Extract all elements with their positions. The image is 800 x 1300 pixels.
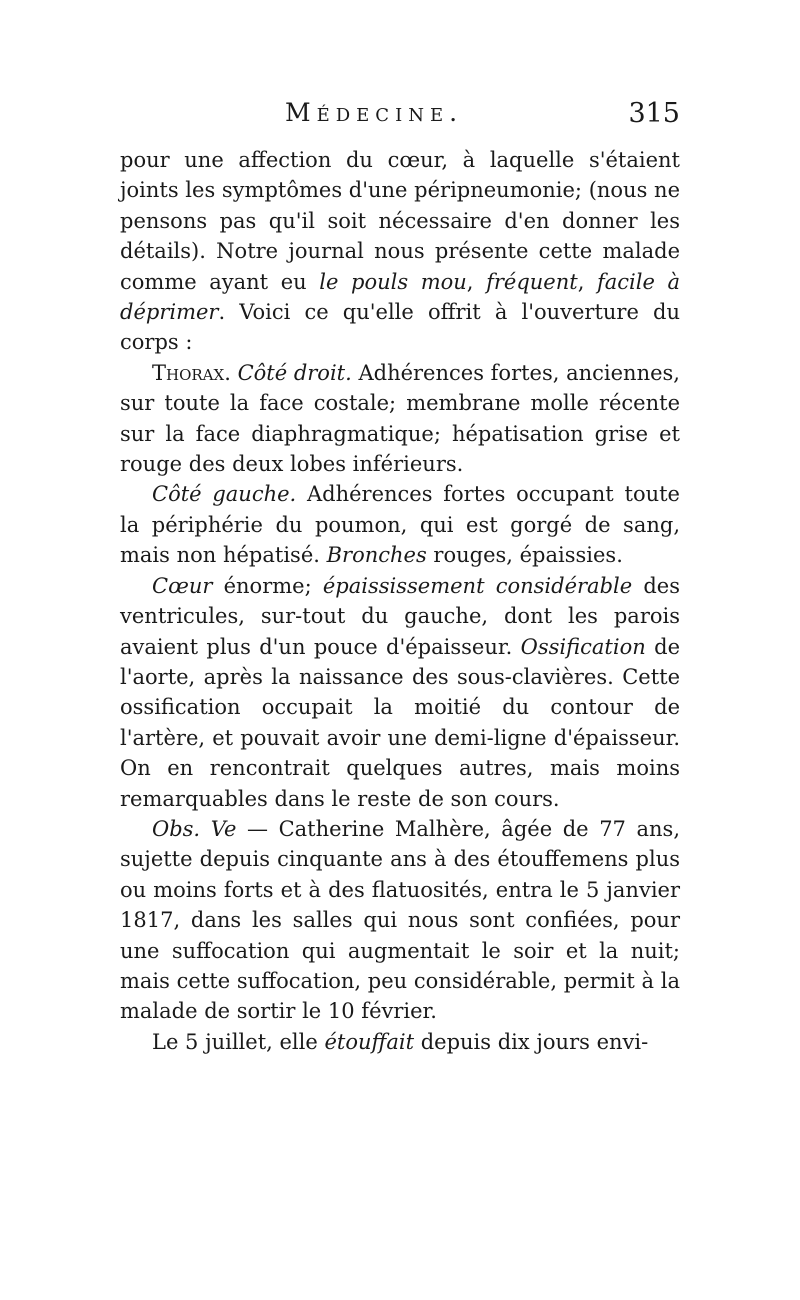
italic-run: Côté gauche. [152, 482, 297, 507]
italic-run: Ossification [520, 634, 646, 659]
paragraph-cote-gauche [120, 479, 680, 570]
text-run: depuis dix jours envi- [414, 1029, 649, 1054]
text-run: pour une affection du cœur, à laquelle s'étaient joints les symptômes d'une péripneumonie; (nous ne pensons pas qu'il soit nécessaire d'en donner les détails). Notre journal nous présente cette malade comme ayant eu [120, 148, 680, 294]
text-run: rouges, épaissies. [426, 543, 623, 568]
text-run: . Voici ce qu'elle offrit à l'ouverture du corps : [120, 300, 680, 355]
text-run: énorme; [212, 573, 323, 598]
text-run: Le 5 juillet, elle [152, 1029, 325, 1054]
italic-run: épaississement considérable [322, 573, 633, 598]
text-run: des ventricules, sur-tout du gauche, dont les parois avaient plus d'un pouce d'épaisseur. [120, 573, 680, 659]
italic-run: le pouls mou [319, 269, 467, 294]
text-run: — Catherine Malhère, âgée de 77 ans, sujette depuis cinquante ans à des étouffemens plus ou moins forts et à des flatuosités, entra le 5 janvier 1817, dans les salles qui nous sont confiées, pour une suffocation qui augmentait le soir et la nuit; mais cette suffocation, peu considérable, permit à la malade de sortir le 10 février. [120, 816, 681, 1024]
paragraph-juillet [120, 1027, 680, 1057]
text-run: Adhérences fortes, anciennes, sur toute la face costale; membrane molle récente sur la face diaphragmatique; hépatisation grise et rouge des deux lobes inférieurs. [120, 360, 680, 477]
observation-label: Obs. Ve [152, 816, 237, 841]
section-label-thorax: Thorax. [152, 360, 231, 385]
italic-run: Bronches [326, 543, 427, 568]
body-text [120, 145, 680, 1057]
italic-run: Cœur [152, 573, 213, 598]
paragraph-continuation [120, 145, 680, 358]
paragraph-thorax [120, 358, 680, 480]
text-run: , [466, 269, 487, 294]
text-run [231, 361, 238, 385]
text-run: de l'aorte, après la naissance des sous-clavières. Cette ossification occupait la moitié du contour de l'artère, et pouvait avoir une demi-ligne d'épaisseur. On en rencontrait quelques autres, mais moins remarquables dans le reste de son cours. [120, 634, 680, 811]
italic-run: Côté droit. [237, 360, 352, 385]
page-number: 315 [628, 98, 680, 129]
italic-run: étouffait [324, 1029, 415, 1054]
italic-run: facile à déprimer [120, 269, 680, 325]
paragraph-observation [120, 814, 680, 1027]
italic-run: fréquent [486, 269, 578, 294]
running-head: Médecine. [285, 98, 464, 127]
text-run: , [577, 269, 597, 294]
page-header [120, 98, 680, 142]
text-run: Adhérences fortes occupant toute la périphérie du poumon, qui est gorgé de sang, mais non hépatisé. [120, 482, 680, 568]
paragraph-coeur [120, 571, 680, 814]
